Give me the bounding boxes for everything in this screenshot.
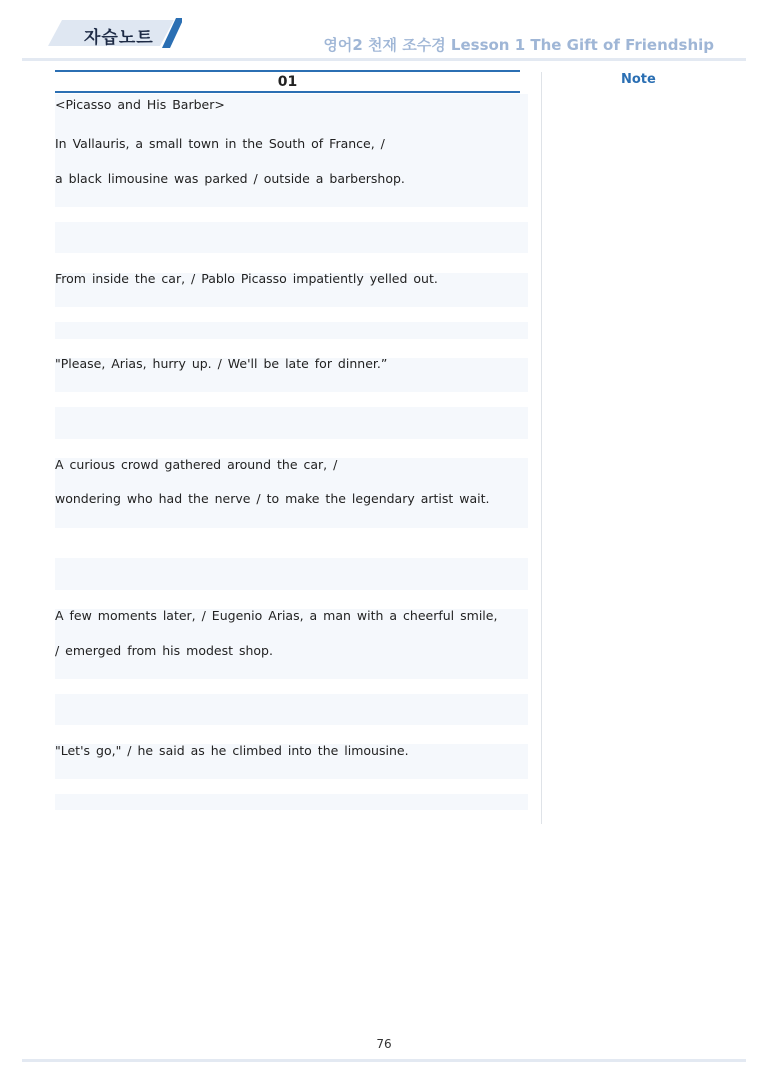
footer-divider [22, 1059, 746, 1062]
header-divider [22, 58, 746, 61]
blank-band [55, 794, 528, 810]
text-line: "Please, Arias, hurry up. / We'll be late for dinner.” [55, 356, 388, 371]
text-line: "Let's go," / he said as he climbed into the limousine. [55, 743, 409, 758]
section-top-rule [55, 70, 520, 72]
badge-label: 자습노트 [84, 28, 154, 48]
note-column-divider [541, 72, 542, 824]
section-number: 01 [277, 74, 298, 90]
text-line: wondering who had the nerve / to make the legendary artist wait. [55, 491, 490, 506]
blank-band [55, 407, 528, 439]
text-line: From inside the car, / Pablo Picasso impatiently yelled out. [55, 271, 438, 286]
header-badge [42, 18, 182, 48]
blank-band [55, 322, 528, 339]
text-line: A curious crowd gathered around the car, / [55, 457, 338, 472]
text-line: In Vallauris, a small town in the South of France, / [55, 136, 385, 151]
blank-band [55, 694, 528, 725]
text-line: a black limousine was parked / outside a barbershop. [55, 171, 405, 186]
page-number: 76 [376, 1037, 392, 1051]
text-line: A few moments later, / Eugenio Arias, a man with a cheerful smile, [55, 608, 498, 623]
header-title: 영어2 천재 조수경 Lesson 1 The Gift of Friendship [323, 36, 714, 54]
note-label: Note [621, 72, 656, 87]
section-bottom-rule [55, 91, 520, 93]
blank-band [55, 222, 528, 253]
blank-band [55, 558, 528, 590]
text-line: / emerged from his modest shop. [55, 643, 273, 658]
section-subtitle: <Picasso and His Barber> [55, 97, 225, 112]
